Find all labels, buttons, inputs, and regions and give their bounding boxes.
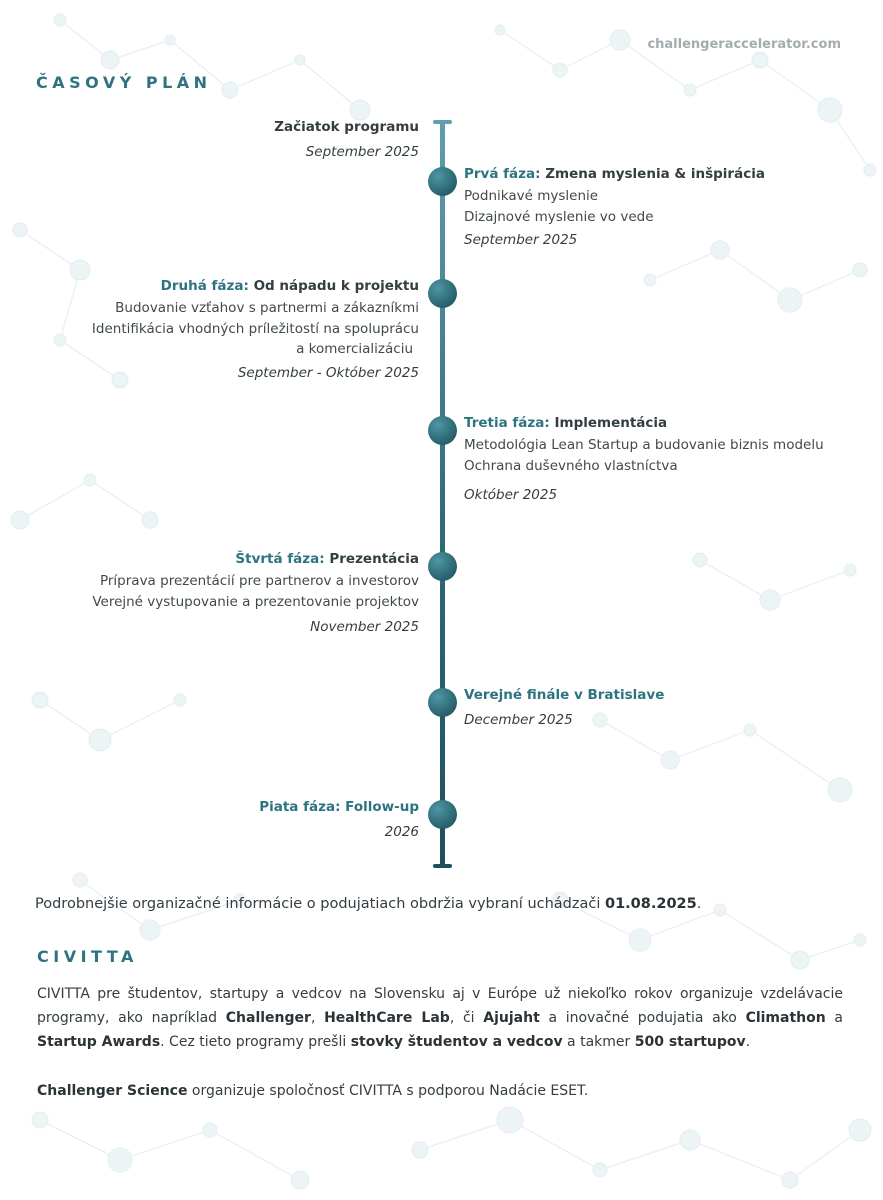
info-date: 01.08.2025	[605, 896, 697, 912]
text-bold: 500 startupov	[634, 1034, 746, 1050]
info-text	[35, 892, 701, 916]
text-bold: Challenger Science	[37, 1083, 188, 1099]
timeline-node	[428, 416, 457, 445]
text: a	[825, 1010, 843, 1026]
entry-date: Október 2025	[464, 487, 558, 503]
text-bold: Startup Awards	[37, 1034, 161, 1050]
timeline-node	[428, 167, 457, 196]
timeline-node	[428, 552, 457, 581]
entry-item: a komercializáciu	[296, 341, 413, 357]
text: organizuje spoločnosť CIVITTA s podporou Nadácie ESET.	[187, 1083, 589, 1099]
entry-item: Ochrana duševného vlastníctva	[464, 457, 678, 474]
text-bold: Ajujaht	[483, 1010, 540, 1026]
entry-date: November 2025	[310, 619, 419, 635]
timeline-end-cap	[433, 864, 452, 868]
timeline-entry-phase-5	[259, 796, 419, 842]
timeline-entry-phase-1	[464, 163, 765, 250]
entry-title: Od nápadu k projektu	[253, 278, 419, 294]
entry-title: Verejné finále v Bratislave	[464, 687, 665, 703]
timeline-line	[440, 122, 445, 867]
timeline-section-title: ČASOVÝ PLÁN	[36, 73, 212, 92]
text: . Cez tieto programy prešli	[160, 1034, 351, 1050]
info-text-body: Podrobnejšie organizačné informácie o podujatiach obdržia vybraní uchádzači	[35, 896, 605, 912]
text: CIVITTA pre študentov, startupy a vedcov na Slovensku aj v Európe už niekoľko rokov organizuje vzdelávacie programy, ako napríklad	[37, 986, 843, 1026]
entry-phase: Druhá fáza:	[160, 278, 249, 294]
entry-title: Zmena myslenia & inšpirácia	[545, 166, 765, 182]
site-url[interactable]: challengeraccelerator.com	[647, 37, 841, 52]
entry-item: Príprava prezentácií pre partnerov a investorov	[99, 573, 419, 589]
entry-item: Verejné vystupovanie a prezentovanie projektov	[92, 593, 419, 610]
text: a takmer	[562, 1034, 635, 1050]
entry-item: Podnikavé myslenie	[464, 188, 599, 204]
entry-date: September - Október 2025	[237, 364, 419, 381]
entry-title: Piata fáza: Follow-up	[259, 799, 419, 815]
timeline-entry-start	[274, 116, 419, 162]
text: ,	[310, 1010, 325, 1026]
civitta-paragraph	[37, 982, 843, 1054]
entry-phase: Tretia fáza:	[464, 415, 550, 431]
timeline-entry-phase-2	[92, 275, 419, 383]
entry-item: Identifikácia vhodných príležitostí na spoluprácu	[91, 320, 419, 337]
entry-item: Metodológia Lean Startup a budovanie biznis modelu	[464, 437, 824, 453]
text-bold: HealthCare Lab	[324, 1010, 450, 1026]
entry-title: Implementácia	[554, 415, 668, 431]
entry-date: December 2025	[464, 712, 573, 728]
entry-date: September 2025	[464, 232, 578, 248]
text: , či	[449, 1010, 484, 1026]
timeline-entry-phase-4	[92, 548, 419, 637]
timeline-start-cap	[433, 120, 452, 124]
civitta-title: CIVITTA	[37, 947, 138, 966]
text: .	[745, 1034, 751, 1050]
entry-title: Prezentácia	[329, 551, 419, 567]
entry-phase: Prvá fáza:	[464, 166, 541, 182]
timeline-entry-final	[464, 684, 664, 730]
text-bold: Challenger	[225, 1010, 311, 1026]
challenger-science-note	[37, 1079, 588, 1103]
entry-date: September 2025	[305, 144, 419, 160]
entry-date: 2026	[384, 824, 419, 840]
entry-item: Dizajnové myslenie vo vede	[464, 208, 654, 225]
text-bold: stovky študentov a vedcov	[350, 1034, 563, 1050]
timeline-node	[428, 688, 457, 717]
entry-title: Začiatok programu	[274, 119, 419, 135]
timeline-node	[428, 279, 457, 308]
timeline-entry-phase-3	[464, 412, 824, 505]
info-end: .	[696, 896, 702, 912]
text: a inovačné podujatia ako	[539, 1010, 746, 1026]
text-bold: Climathon	[745, 1010, 826, 1026]
entry-item: Budovanie vzťahov s partnermi a zákazníkmi	[115, 300, 419, 316]
timeline-node	[428, 800, 457, 829]
entry-phase: Štvrtá fáza:	[235, 551, 325, 567]
